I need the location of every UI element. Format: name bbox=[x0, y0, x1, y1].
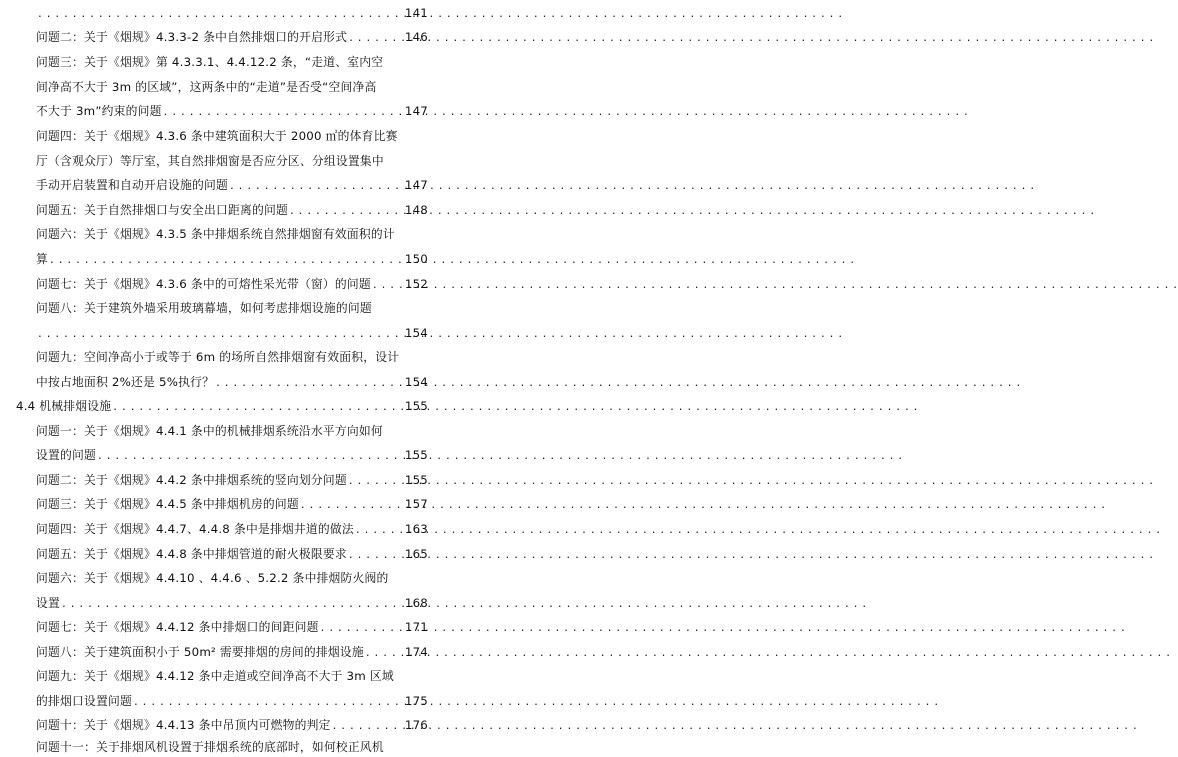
page-number: 163 bbox=[404, 522, 428, 536]
leader-dots bbox=[164, 101, 403, 121]
toc-entry-line[interactable]: 问题九：关于《烟规》4.4.12 条中走道或空间净高不大于 3m 区域 bbox=[36, 669, 394, 683]
toc-entry[interactable] bbox=[36, 494, 428, 514]
toc-entry-line[interactable]: 问题九：空间净高小于或等于 6m 的场所自然排烟窗有效面积，设计 bbox=[36, 350, 400, 364]
toc-entry[interactable] bbox=[36, 27, 428, 47]
leader-dots bbox=[216, 372, 403, 392]
toc-entry[interactable] bbox=[36, 175, 428, 195]
toc-entry[interactable] bbox=[36, 642, 428, 662]
toc-entry[interactable] bbox=[36, 617, 428, 637]
page-number: 147 bbox=[404, 104, 428, 118]
page-number: 155 bbox=[404, 473, 428, 487]
page-number: 176 bbox=[404, 718, 428, 732]
leader-dots bbox=[349, 470, 403, 490]
toc-entry-text: 问题二：关于《烟规》4.3.3-2 条中自然排烟口的开启形式 bbox=[36, 30, 348, 44]
leader-dots bbox=[349, 27, 403, 47]
page-number: 141 bbox=[404, 6, 428, 20]
leader-dots bbox=[333, 715, 403, 735]
toc-entry[interactable] bbox=[36, 519, 428, 539]
leader-dots bbox=[366, 642, 403, 662]
toc-entry-line[interactable]: 问题六：关于《烟规》4.4.10 、4.4.6 、5.2.2 条中排烟防火阀的 bbox=[36, 571, 389, 585]
page-number: 147 bbox=[404, 178, 428, 192]
toc-section-heading[interactable] bbox=[16, 396, 428, 416]
page-number: 157 bbox=[404, 497, 428, 511]
leader-dots bbox=[373, 274, 403, 294]
toc-entry[interactable] bbox=[36, 715, 428, 735]
toc-entry-text: 设置 bbox=[36, 596, 60, 610]
page-number: 146 bbox=[404, 30, 428, 44]
toc-entry-text: 问题七：关于《烟规》4.4.12 条中排烟口的间距问题 bbox=[36, 620, 319, 634]
page-number: 171 bbox=[404, 620, 428, 634]
toc-entry-text: 问题二：关于《烟规》4.4.2 条中排烟系统的竖向划分问题 bbox=[36, 473, 347, 487]
leader-dots bbox=[230, 175, 403, 195]
toc-entry-text: 手动开启装置和自动开启设施的问题 bbox=[36, 178, 228, 192]
toc-entry[interactable] bbox=[36, 593, 428, 613]
leader-dots bbox=[38, 3, 403, 23]
toc-entry-line[interactable]: 问题十一：关于排烟风机设置于排烟系统的底部时，如何校正风机 bbox=[36, 740, 384, 754]
leader-dots bbox=[134, 691, 403, 711]
leader-dots bbox=[301, 494, 403, 514]
toc-entry[interactable] bbox=[36, 323, 428, 343]
toc-entry[interactable] bbox=[36, 3, 428, 23]
page-number: 155 bbox=[404, 399, 428, 413]
leader-dots bbox=[356, 519, 403, 539]
toc-entry-text: 问题三：关于《烟规》4.4.5 条中排烟机房的问题 bbox=[36, 497, 299, 511]
toc-entry-text: 问题七：关于《烟规》4.3.6 条中的可熔性采光带（窗）的问题 bbox=[36, 277, 371, 291]
toc-entry-text: 问题五：关于自然排烟口与安全出口距离的问题 bbox=[36, 203, 288, 217]
toc-entry-line[interactable]: 问题一：关于《烟规》4.4.1 条中的机械排烟系统沿水平方向如何 bbox=[36, 424, 383, 438]
toc-entry-text: 算 bbox=[36, 252, 48, 266]
toc-entry-text: 不大于 3m”约束的问题 bbox=[36, 104, 162, 118]
toc-entry-text: 问题四：关于《烟规》4.4.7、4.4.8 条中是排烟井道的做法 bbox=[36, 522, 354, 536]
toc-entry-line[interactable]: 问题四：关于《烟规》4.3.6 条中建筑面积大于 2000 ㎡的体育比赛 bbox=[36, 129, 398, 143]
toc-entry[interactable] bbox=[36, 691, 428, 711]
leader-dots bbox=[113, 396, 403, 416]
toc-entry[interactable] bbox=[36, 200, 428, 220]
toc-entry-text: 中按占地面积 2%还是 5%执行？ bbox=[36, 375, 215, 389]
toc-entry-line[interactable]: 问题六：关于《烟规》4.3.5 条中排烟系统自然排烟窗有效面积的计 bbox=[36, 227, 395, 241]
toc-entry-text: 问题八：关于建筑面积小于 50m² 需要排烟的房间的排烟设施 bbox=[36, 645, 364, 659]
toc-entry[interactable] bbox=[36, 274, 428, 294]
page-number: 168 bbox=[404, 596, 428, 610]
leader-dots bbox=[349, 544, 403, 564]
leader-dots bbox=[321, 617, 403, 637]
section-title: 4.4 机械排烟设施 bbox=[16, 399, 112, 413]
page-number: 148 bbox=[404, 203, 428, 217]
toc-entry-line[interactable]: 厅（含观众厅）等厅室，其自然排烟窗是否应分区、分组设置集中 bbox=[36, 154, 384, 168]
table-of-contents bbox=[0, 0, 445, 754]
toc-entry-text: 设置的问题 bbox=[36, 448, 96, 462]
leader-dots bbox=[38, 323, 403, 343]
toc-entry[interactable] bbox=[36, 544, 428, 564]
toc-entry-line[interactable]: 问题三：关于《烟规》第 4.3.3.1、4.4.12.2 条，“走道、室内空 bbox=[36, 55, 384, 69]
toc-entry-text: 问题五：关于《烟规》4.4.8 条中排烟管道的耐火极限要求 bbox=[36, 547, 347, 561]
toc-entry-text: 的排烟口设置问题 bbox=[36, 694, 132, 708]
toc-entry[interactable] bbox=[36, 101, 428, 121]
leader-dots bbox=[50, 249, 403, 269]
page-number: 155 bbox=[404, 448, 428, 462]
toc-entry[interactable] bbox=[36, 249, 428, 269]
page-number: 175 bbox=[404, 694, 428, 708]
toc-entry-line[interactable]: 问题八：关于建筑外墙采用玻璃幕墙，如何考虑排烟设施的问题 bbox=[36, 301, 372, 315]
page-number: 165 bbox=[404, 547, 428, 561]
page-number: 174 bbox=[404, 645, 428, 659]
toc-entry[interactable] bbox=[36, 470, 428, 490]
leader-dots bbox=[98, 445, 403, 465]
toc-entry[interactable] bbox=[36, 372, 428, 392]
toc-entry-text: 问题十：关于《烟规》4.4.13 条中吊顶内可燃物的判定 bbox=[36, 718, 331, 732]
leader-dots bbox=[62, 593, 403, 613]
page-number: 150 bbox=[404, 252, 428, 266]
page-number: 154 bbox=[404, 326, 428, 340]
leader-dots bbox=[290, 200, 403, 220]
toc-entry-line[interactable]: 间净高不大于 3m 的区域”，这两条中的“走道”是否受“空间净高 bbox=[36, 80, 377, 94]
page-number: 152 bbox=[404, 277, 428, 291]
toc-entry[interactable] bbox=[36, 445, 428, 465]
page-number: 154 bbox=[404, 375, 428, 389]
